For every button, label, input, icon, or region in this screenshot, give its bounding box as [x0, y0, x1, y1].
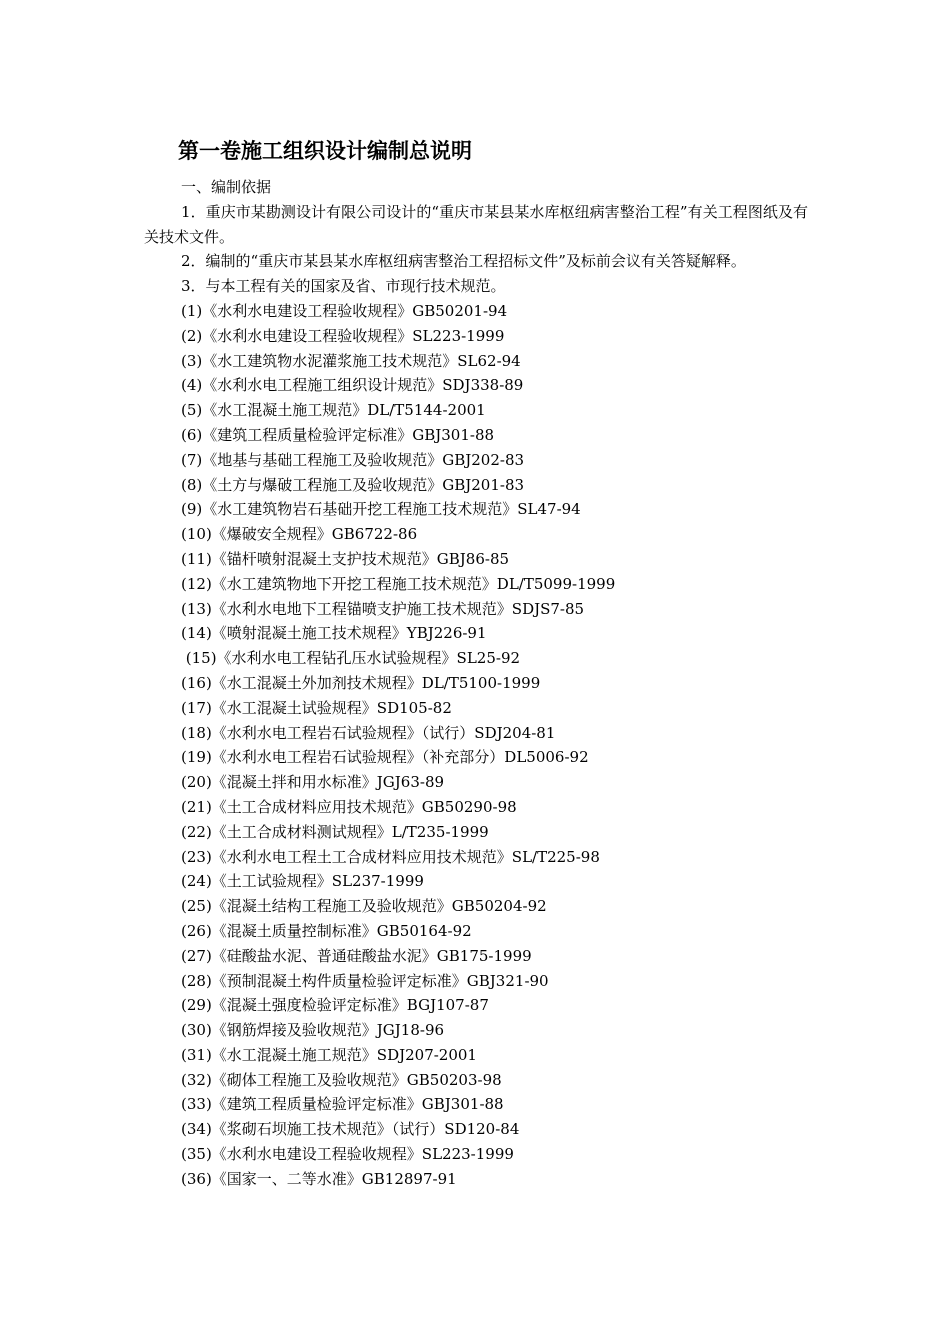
- paragraph: 3．与本工程有关的国家及省、市现行技术规范。: [181, 277, 506, 296]
- list-item: (24)《土工试验规程》SL237-1999: [181, 872, 424, 891]
- list-item: (33)《建筑工程质量检验评定标准》GBJ301-88: [181, 1095, 504, 1114]
- list-item: (26)《混凝土质量控制标准》GB50164-92: [181, 921, 472, 940]
- list-item: (30)《钢筋焊接及验收规范》JGJ18-96: [181, 1021, 445, 1040]
- list-item: (10)《爆破安全规程》GB6722-86: [181, 525, 418, 544]
- list-item: (27)《硅酸盐水泥、普通硅酸盐水泥》GB175-1999: [181, 946, 532, 965]
- list-item: (32)《砌体工程施工及验收规范》GB50203-98: [181, 1070, 502, 1089]
- list-item: (13)《水利水电地下工程锚喷支护施工技术规范》SDJS7-85: [181, 599, 585, 618]
- list-item: (7)《地基与基础工程施工及验收规范》GBJ202-83: [181, 450, 525, 469]
- list-item: (11)《锚杆喷射混凝土支护技术规范》GBJ86-85: [181, 549, 510, 568]
- list-item: (17)《水工混凝土试验规程》SD105-82: [181, 698, 452, 717]
- standards-list: [144, 299, 808, 1192]
- list-item: (4)《水利水电工程施工组织设计规范》SDJ338-89: [181, 376, 524, 395]
- list-item: (36)《国家一、二等水准》GB12897-91: [181, 1169, 457, 1188]
- list-item: (15)《水利水电工程钻孔压水试验规程》SL25-92: [181, 649, 521, 668]
- list-item: (1)《水利水电建设工程验收规程》GB50201-94: [181, 301, 508, 320]
- list-item: (20)《混凝土拌和用水标准》JGJ63-89: [181, 773, 445, 792]
- list-item: (25)《混凝土结构工程施工及验收规范》GB50204-92: [181, 897, 547, 916]
- section-heading: 一、编制依据: [181, 178, 272, 196]
- list-item: (19)《水利水电工程岩石试验规程》（补充部分）DL5006-92: [181, 748, 589, 767]
- list-item: (28)《预制混凝土构件质量检验评定标准》GBJ321-90: [181, 971, 549, 990]
- list-item: (22)《土工合成材料测试规程》L/T235-1999: [181, 822, 489, 841]
- list-item: (6)《建筑工程质量检验评定标准》GBJ301-88: [181, 425, 495, 444]
- paragraph: 1．重庆市某勘测设计有限公司设计的“重庆市某县某水库枢纽病害整治工程”有关工程图纸及有关技术文件。: [144, 202, 808, 246]
- list-item: (2)《水利水电建设工程验收规程》SL223-1999: [181, 326, 505, 345]
- list-item: (35)《水利水电建设工程验收规程》SL223-1999: [181, 1145, 514, 1164]
- list-item: (16)《水工混凝土外加剂技术规程》DL/T5100-1999: [181, 673, 541, 692]
- list-item: (8)《土方与爆破工程施工及验收规范》GBJ201-83: [181, 475, 525, 494]
- list-item: (34)《浆砌石坝施工技术规范》（试行）SD120-84: [181, 1120, 520, 1139]
- document-body: [144, 175, 808, 1192]
- list-item: (5)《水工混凝土施工规范》DL/T5144-2001: [181, 401, 486, 420]
- list-item: (21)《土工合成材料应用技术规范》GB50290-98: [181, 797, 517, 816]
- list-item: (3)《水工建筑物水泥灌浆施工技术规范》SL62-94: [181, 351, 521, 370]
- page-title: 第一卷施工组织设计编制总说明: [178, 138, 472, 163]
- list-item: (18)《水利水电工程岩石试验规程》（试行）SDJ204-81: [181, 723, 556, 742]
- list-item: (31)《水工混凝土施工规范》SDJ207-2001: [181, 1045, 477, 1064]
- list-item: (29)《混凝土强度检验评定标准》BGJ107-87: [181, 996, 489, 1015]
- paragraph: 2．编制的“重庆市某县某水库枢纽病害整治工程招标文件”及标前会议有关答疑解释。: [181, 252, 746, 271]
- list-item: (9)《水工建筑物岩石基础开挖工程施工技术规范》SL47-94: [181, 500, 581, 519]
- list-item: (12)《水工建筑物地下开挖工程施工技术规范》DL/T5099-1999: [181, 574, 616, 593]
- list-item: (14)《喷射混凝土施工技术规程》YBJ226-91: [181, 624, 487, 643]
- list-item: (23)《水利水电工程土工合成材料应用技术规范》SL/T225-98: [181, 847, 600, 866]
